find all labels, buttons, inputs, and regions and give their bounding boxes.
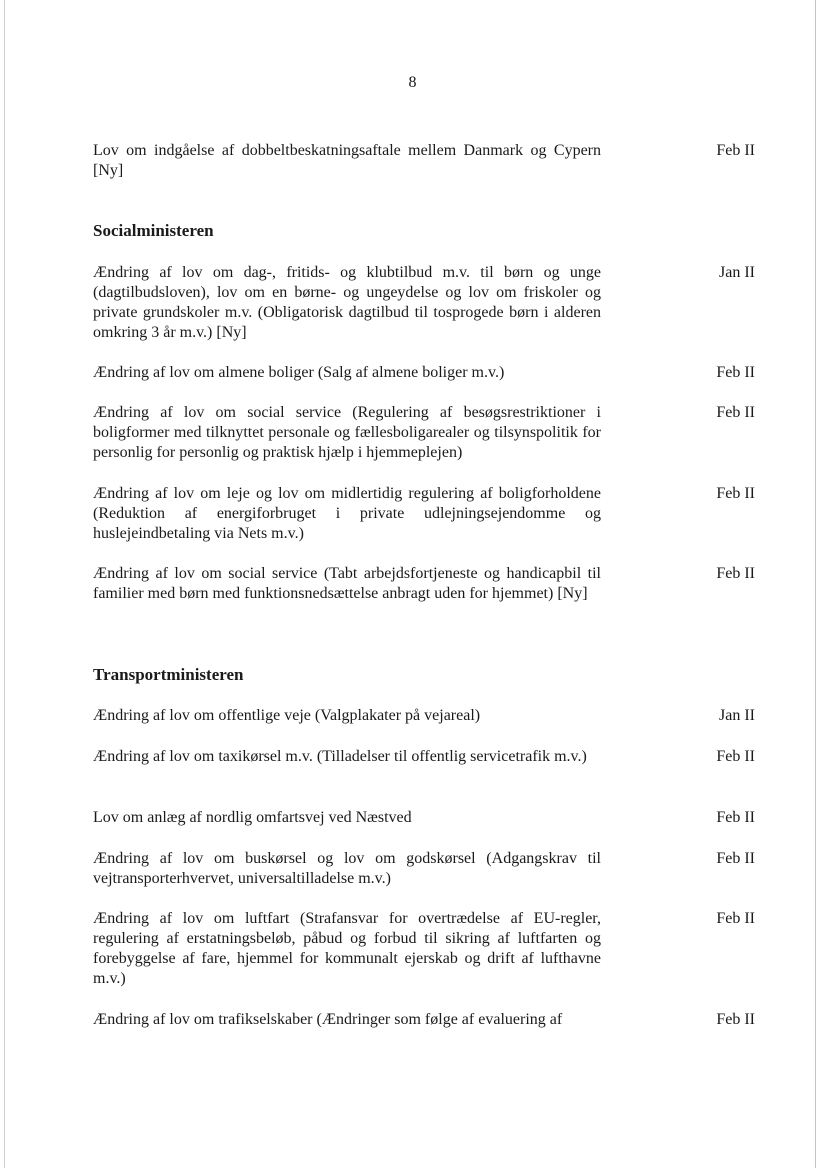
- section-heading-transportministeren: Transportministeren: [93, 665, 244, 684]
- list-item: [93, 263, 755, 343]
- list-item: [93, 403, 755, 463]
- entry-title: Ændring af lov om leje og lov om midlertidig regulering af boligforholdene (Reduktion af energiforbruget i private udlejningsejendomme og huslejeindbetaling via Nets m.v.): [93, 485, 601, 542]
- list-item: [93, 141, 755, 181]
- entry-title: Ændring af lov om trafikselskaber (Ændringer som følge af evaluering af: [93, 1011, 563, 1028]
- entry-date: Feb II: [716, 850, 755, 867]
- entry-title: Ændring af lov om taxikørsel m.v. (Tilladelser til offentlig servicetrafik m.v.): [93, 748, 587, 765]
- entry-date: Jan II: [719, 264, 755, 281]
- entry-date: Feb II: [716, 364, 755, 381]
- entry-title: Lov om indgåelse af dobbeltbeskatningsaftale mellem Danmark og Cypern [Ny]: [93, 142, 601, 179]
- entry-date: Feb II: [716, 910, 755, 927]
- entry-title: Ændring af lov om social service (Regulering af besøgsrestriktioner i boligformer med tilknyttet personale og fællesboligarealer og tilsynspolitik for personlig for personlig og praktisk hjælp i hjemmeplejen): [93, 404, 601, 461]
- entry-title: Ændring af lov om almene boliger (Salg af almene boliger m.v.): [93, 364, 505, 381]
- list-item: [93, 747, 755, 767]
- scan-edge-left: [4, 0, 5, 1168]
- list-item: [93, 564, 755, 604]
- entry-title: Ændring af lov om offentlige veje (Valgplakater på vejareal): [93, 707, 481, 724]
- list-item: [93, 706, 755, 726]
- list-item: [93, 909, 755, 989]
- entry-date: Feb II: [716, 404, 755, 421]
- section-heading-socialministeren: Socialministeren: [93, 221, 214, 240]
- list-item: [93, 808, 755, 828]
- list-item: [93, 484, 755, 544]
- page-number: 8: [408, 74, 417, 91]
- entry-date: Feb II: [716, 565, 755, 582]
- entry-date: Feb II: [716, 748, 755, 765]
- entry-date: Feb II: [716, 809, 755, 826]
- list-item: [93, 849, 755, 889]
- entry-date: Feb II: [716, 1011, 755, 1028]
- entry-date: Feb II: [716, 485, 755, 502]
- entry-date: Feb II: [716, 142, 755, 159]
- entry-title: Ændring af lov om dag-, fritids- og klubtilbud m.v. til børn og unge (dagtilbudsloven), lov om en børne- og ungeydelse og lov om friskoler og private grundskoler m.v. (Obligatorisk dagtilbud til tosprogede børn i alderen omkring 3 år m.v.) [Ny]: [93, 264, 601, 341]
- entry-date: Jan II: [719, 707, 755, 724]
- list-item: [93, 363, 755, 383]
- entry-title: Ændring af lov om buskørsel og lov om godskørsel (Adgangskrav til vejtransporterhvervet, universaltilladelse m.v.): [93, 850, 601, 887]
- entry-title: Ændring af lov om luftfart (Strafansvar for overtrædelse af EU-regler, regulering af erstatningsbeløb, påbud og forbud til sikring af luftfarten og forebyggelse af fare, hjemmel for kommunalt ejerskab og drift af lufthavne m.v.): [93, 910, 601, 987]
- entry-title: Lov om anlæg af nordlig omfartsvej ved Næstved: [93, 809, 412, 826]
- entry-title: Ændring af lov om social service (Tabt arbejdsfortjeneste og handicapbil til familier med børn med funktionsnedsættelse anbragt uden for hjemmet) [Ny]: [93, 565, 601, 602]
- scan-edge-right: [815, 0, 816, 1168]
- list-item: [93, 1010, 755, 1030]
